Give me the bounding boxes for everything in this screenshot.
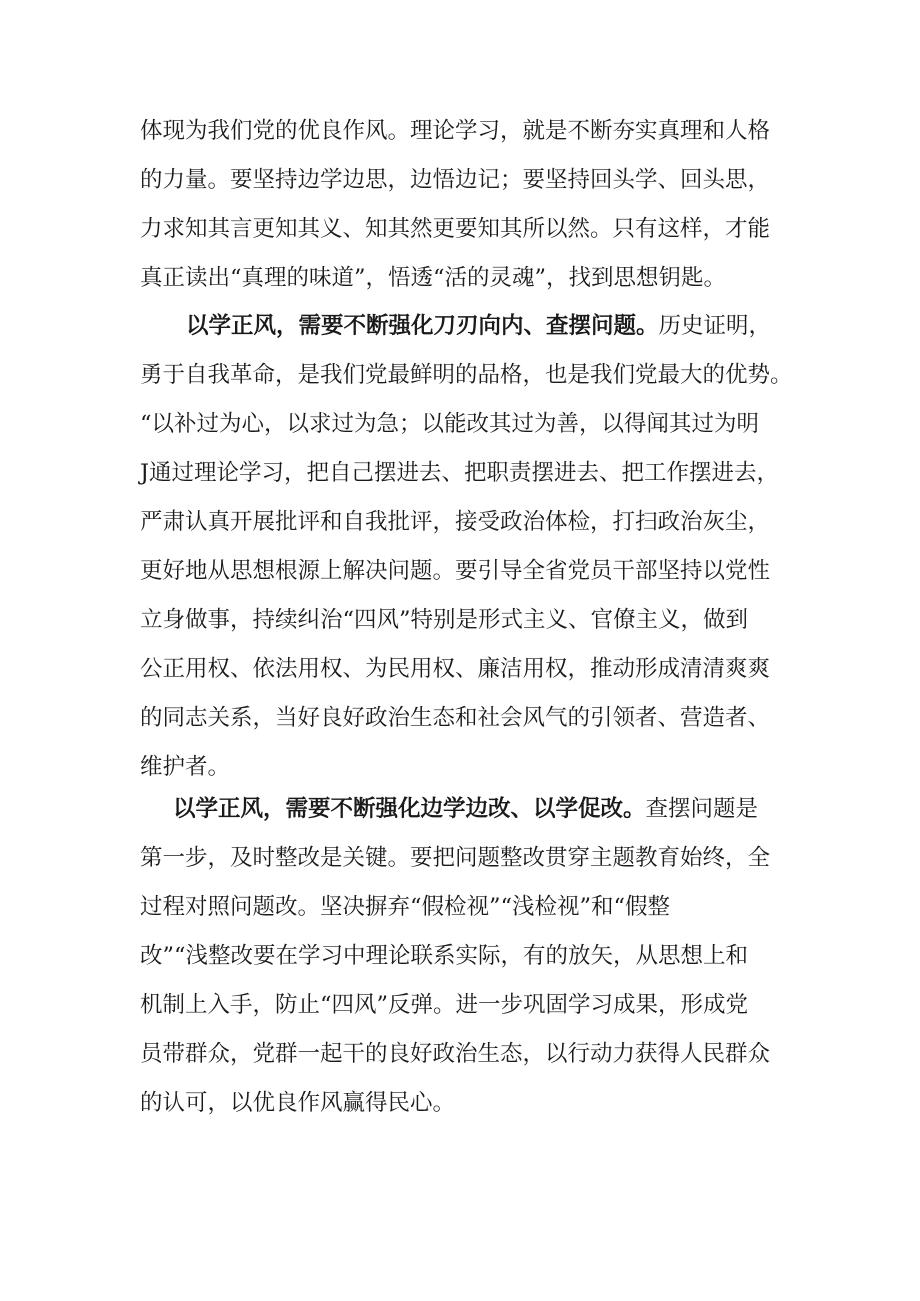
text-line: 维护者。: [140, 754, 231, 780]
text-line: [140, 785, 830, 834]
paragraph-theory-study: [140, 107, 830, 303]
text-line: 力求知其言更知其义、知其然更要知其所以然。只有这样，才能: [140, 216, 771, 242]
paragraph-lead-sentence: 以学正风，需要不断强化刀刃向内、查摆问题。: [186, 313, 659, 339]
text-line: 公正用权、依法用权、为民用权、廉洁用权，推动形成清清爽爽: [140, 656, 771, 682]
text-line: 过程对照问题改。坚决摒弃“假检视”“浅检视”和“假整: [140, 894, 671, 920]
text-line: [140, 302, 830, 351]
text-line: 立身做事，持续纠治“四风”特别是形式主义、官僚主义，做到: [140, 607, 749, 633]
text-line: 的力量。要坚持边学边思，边悟边记；要坚持回头学、回头思，: [140, 167, 771, 193]
text-line: 真正读出“真理的味道”，悟透“活的灵魂”，找到思想钥匙。: [140, 265, 727, 291]
text-line: 第一步，及时整改是关键。要把问题整改贯穿主题教育始终，全: [140, 845, 771, 871]
paragraph-lead-sentence: 以学正风，需要不断强化边学边改、以学促改。: [173, 796, 646, 822]
text-line: J通过理论学习，把自己摆进去、把职责摆进去、把工作摆进去，: [140, 460, 780, 486]
text-run: 历史证明，: [658, 313, 772, 339]
text-line: 的同志关系，当好良好政治生态和社会风气的引领者、营造者、: [140, 705, 771, 731]
text-line: “以补过为心，以求过为急；以能改其过为善，以得闻其过为明: [140, 411, 760, 437]
text-line: 严肃认真开展批评和自我批评，接受政治体检，打扫政治灰尘，: [140, 509, 771, 535]
text-line: 勇于自我革命，是我们党最鲜明的品格，也是我们党最大的优势。: [140, 362, 793, 388]
text-line: 更好地从思想根源上解决问题。要引导全省党员干部坚持以党性: [140, 558, 771, 584]
text-line: 员带群众，党群一起干的良好政治生态，以行动力获得人民群众: [140, 1041, 771, 1067]
text-line: 体现为我们党的优良作风。理论学习，就是不断夯实真理和人格: [140, 118, 771, 144]
text-run: 查摆问题是: [645, 796, 759, 822]
paragraph-rectification: [140, 785, 830, 1128]
text-line: 改”“浅整改要在学习中理论联系实际，有的放矢，从思想上和: [140, 943, 749, 969]
text-line: 机制上入手，防止“四风”反弹。进一步巩固学习成果，形成党: [140, 992, 749, 1018]
paragraph-self-reflection: [140, 302, 830, 792]
text-line: 的认可，以优良作风赢得民心。: [140, 1090, 456, 1116]
